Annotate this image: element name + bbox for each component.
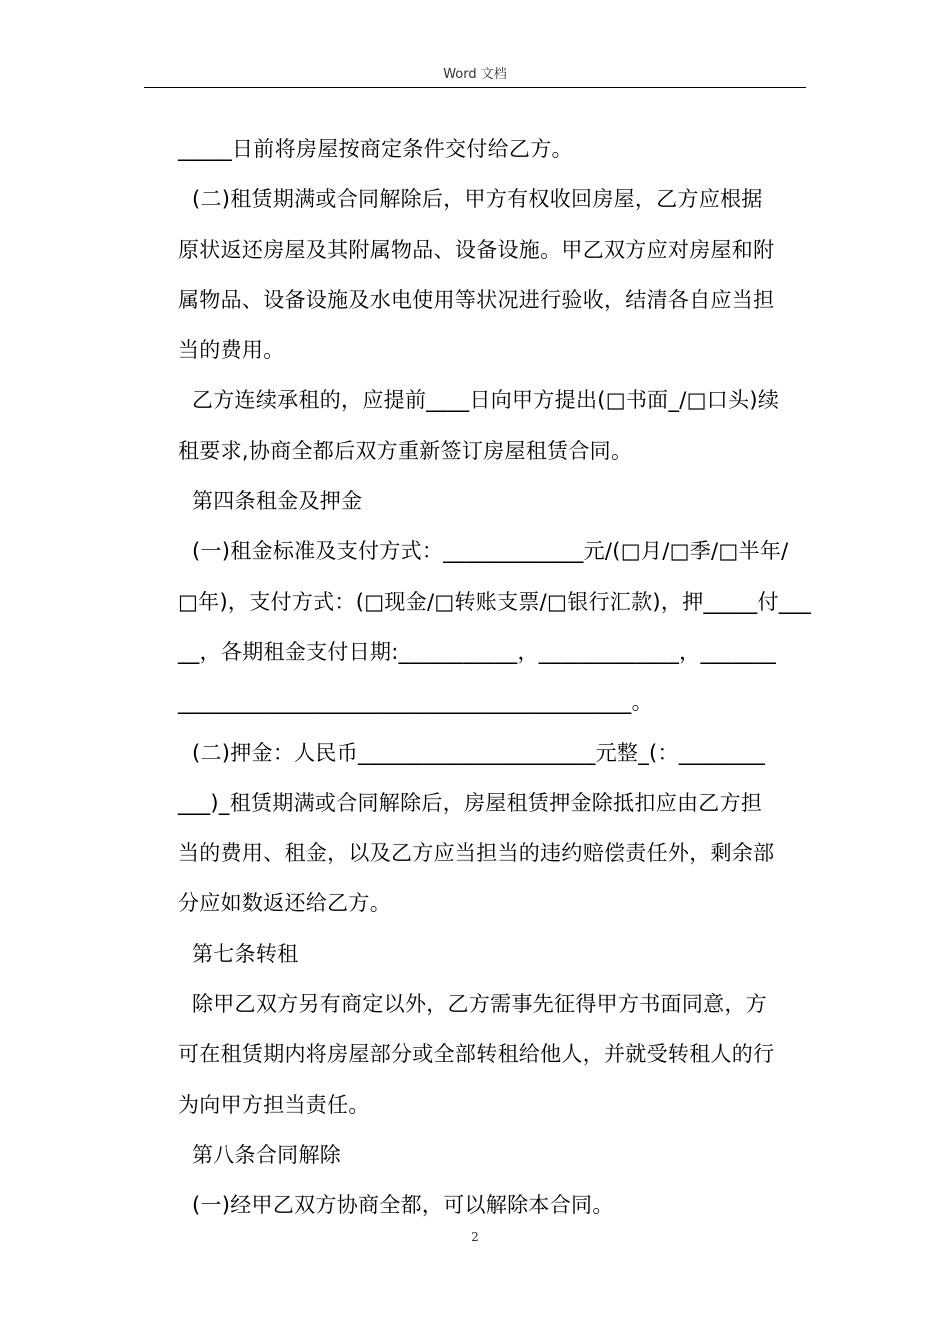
text-line: (一)租金标准及支付方式：_____________元/(□月/□季/□半年/ (178, 539, 789, 564)
text-line: 当的费用。 (178, 338, 285, 363)
document-body (178, 124, 812, 1231)
text-line: 属物品、设备设施及水电使用等状况进行验收，结清各自应当担 (178, 287, 775, 312)
text-line: 分应如数返还给乙方。 (178, 891, 391, 916)
text-line: __，各期租金支付日期:___________，_____________，_______ (178, 639, 777, 664)
text-line: __________________________________________。 (178, 690, 653, 715)
text-line: 为向甲方担当责任。 (178, 1092, 370, 1117)
section-heading: 第七条转租 (178, 941, 299, 966)
page-header: Word 文档 (443, 67, 507, 82)
text-line: 可在租赁期内将房屋部分或全部转租给他人，并就受转租人的行 (178, 1042, 775, 1067)
header-rule (144, 87, 806, 88)
text-line: (二)租赁期满或合同解除后，甲方有权收回房屋，乙方应根据 (178, 187, 763, 212)
text-line: 原状返还房屋及其附属物品、设备设施。甲乙双方应对房屋和附 (178, 237, 775, 262)
text-line: □年)，支付方式：(□现金/□转账支票/□银行汇款)，押_____付___ (178, 589, 812, 614)
text-line: (二)押金：人民币______________________元整_(：________ (178, 740, 766, 765)
text-line: 乙方连续承租的，应提前____日向甲方提出(□书面_/□口头)续 (178, 388, 780, 413)
text-line: (一)经甲乙双方协商全都，可以解除本合同。 (178, 1193, 614, 1218)
section-heading: 第四条租金及押金 (178, 489, 363, 514)
text-line: 当的费用、租金，以及乙方应当担当的违约赔偿责任外，剩余部 (178, 841, 775, 866)
text-line: _____日前将房屋按商定条件交付给乙方。 (178, 137, 573, 161)
text-line: 除甲乙双方另有商定以外，乙方需事先征得甲方书面同意，方 (178, 992, 768, 1017)
text-line: ___)_租赁期满或合同解除后，房屋租赁押金除抵扣应由乙方担 (178, 790, 763, 815)
section-heading: 第八条合同解除 (178, 1142, 342, 1167)
page-number: 2 (471, 1230, 479, 1244)
text-line: 租要求,协商全都后双方重新签订房屋租赁合同。 (178, 438, 633, 463)
